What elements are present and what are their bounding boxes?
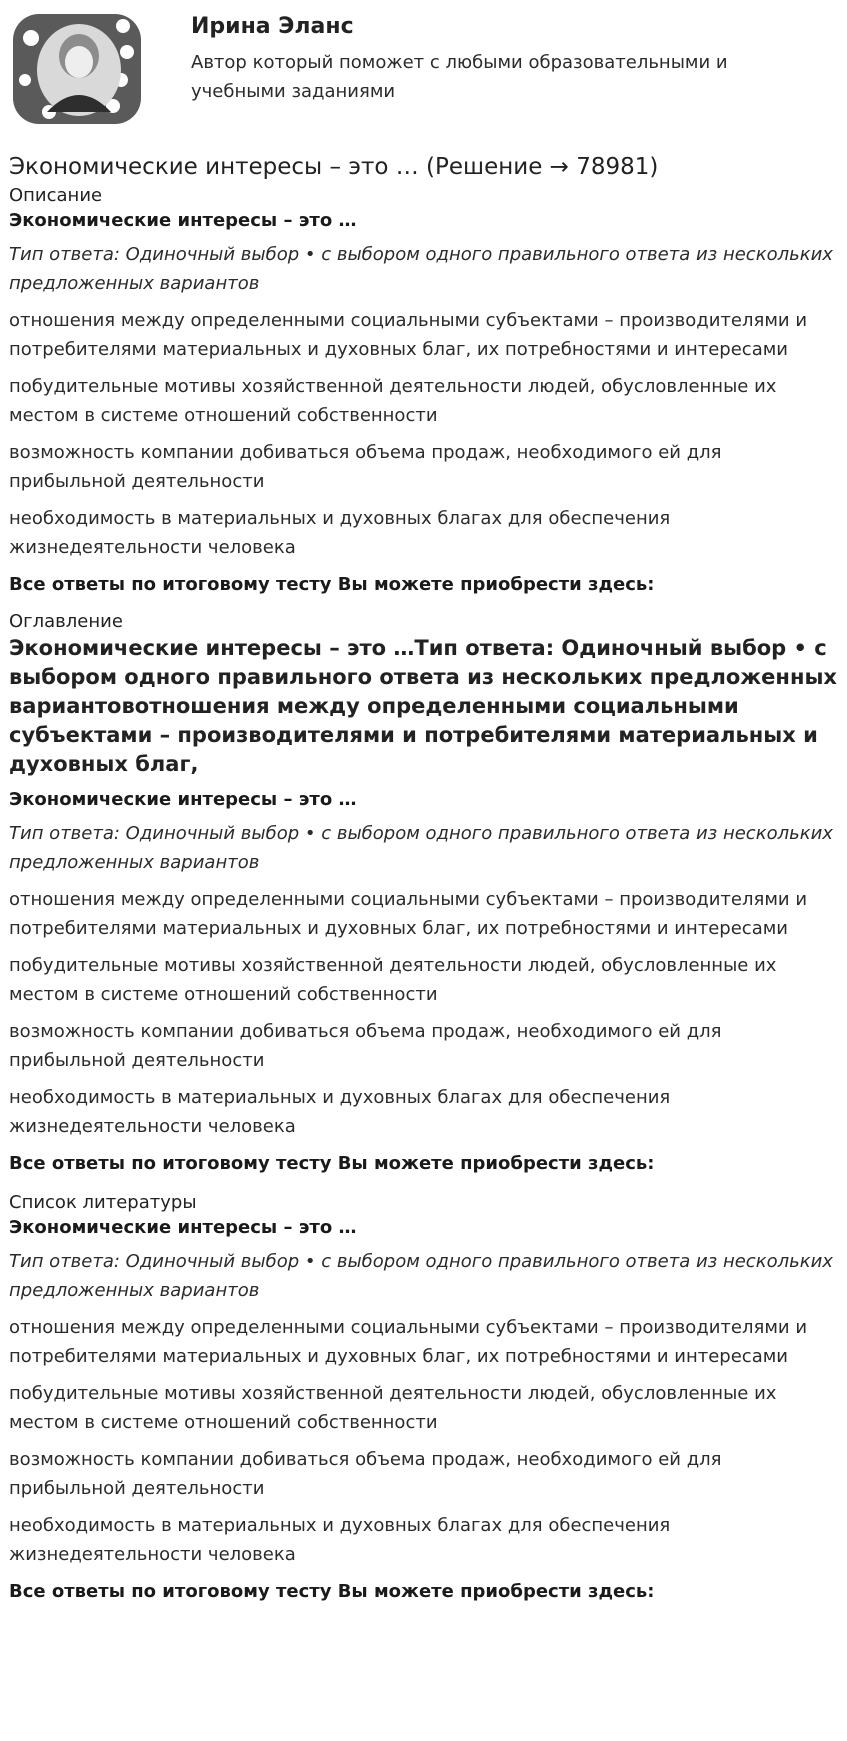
purchase-cta: Все ответы по итоговому тесту Вы можете приобрести здесь: (9, 1153, 655, 1174)
answer-option: побудительные мотивы хозяйственной деятельности людей, обусловленные их местом в системе отношений собственности (9, 376, 777, 426)
literature-section (9, 1191, 838, 1605)
answer-option: побудительные мотивы хозяйственной деятельности людей, обусловленные их местом в системе отношений собственности (9, 1383, 777, 1433)
answer-option: возможность компании добиваться объема продаж, необходимого ей для прибыльной деятельности (9, 1021, 722, 1071)
author-name[interactable]: Ирина Эланс (191, 14, 354, 39)
question-type: Тип ответа: Одиночный выбор • с выбором одного правильного ответа из нескольких предложенных вариантов (9, 244, 833, 294)
answer-option: возможность компании добиваться объема продаж, необходимого ей для прибыльной деятельности (9, 1449, 722, 1499)
author-card (9, 8, 838, 136)
section-label-literature: Список литературы (9, 1192, 197, 1213)
answer-option: отношения между определенными социальными субъектами – производителями и потребителями материальных и духовных благ, их потребностями и интересами (9, 889, 808, 939)
purchase-cta: Все ответы по итоговому тесту Вы можете приобрести здесь: (9, 1581, 655, 1602)
section-label-description: Описание (9, 185, 103, 206)
section-label-toc: Оглавление (9, 611, 123, 632)
answer-option: необходимость в материальных и духовных благах для обеспечения жизнедеятельности человека (9, 1087, 671, 1137)
answer-option: возможность компании добиваться объема продаж, необходимого ей для прибыльной деятельности (9, 442, 722, 492)
description-section (9, 184, 838, 598)
author-description: Автор который поможет с любыми образовательными и учебными заданиями (191, 52, 728, 102)
answer-option: отношения между определенными социальными субъектами – производителями и потребителями материальных и духовных благ, их потребностями и интересами (9, 1317, 808, 1367)
toc-heading: Экономические интересы – это …Тип ответа: Одиночный выбор • с выбором одного правильного ответа из нескольких предложенных вариантовотношения между определенными социальными субъектами – производителями и потребителями материальных и духовных благ, (9, 636, 837, 776)
question-title: Экономические интересы – это … (9, 789, 357, 810)
question-title: Экономические интересы – это … (9, 1217, 357, 1238)
author-info (191, 12, 811, 106)
question-type: Тип ответа: Одиночный выбор • с выбором одного правильного ответа из нескольких предложенных вариантов (9, 823, 833, 873)
question-title: Экономические интересы – это … (9, 210, 357, 231)
answer-option: побудительные мотивы хозяйственной деятельности людей, обусловленные их местом в системе отношений собственности (9, 955, 777, 1005)
answer-option: необходимость в материальных и духовных благах для обеспечения жизнедеятельности человека (9, 508, 671, 558)
author-avatar[interactable] (9, 8, 145, 130)
question-type: Тип ответа: Одиночный выбор • с выбором одного правильного ответа из нескольких предложенных вариантов (9, 1251, 833, 1301)
toc-section (9, 610, 838, 1177)
purchase-cta: Все ответы по итоговому тесту Вы можете приобрести здесь: (9, 574, 655, 595)
answer-option: необходимость в материальных и духовных благах для обеспечения жизнедеятельности человека (9, 1515, 671, 1565)
author-avatar-icon (9, 8, 145, 130)
page-title: Экономические интересы – это … (Решение → 78981) (9, 154, 659, 180)
answer-option: отношения между определенными социальными субъектами – производителями и потребителями материальных и духовных благ, их потребностями и интересами (9, 310, 808, 360)
